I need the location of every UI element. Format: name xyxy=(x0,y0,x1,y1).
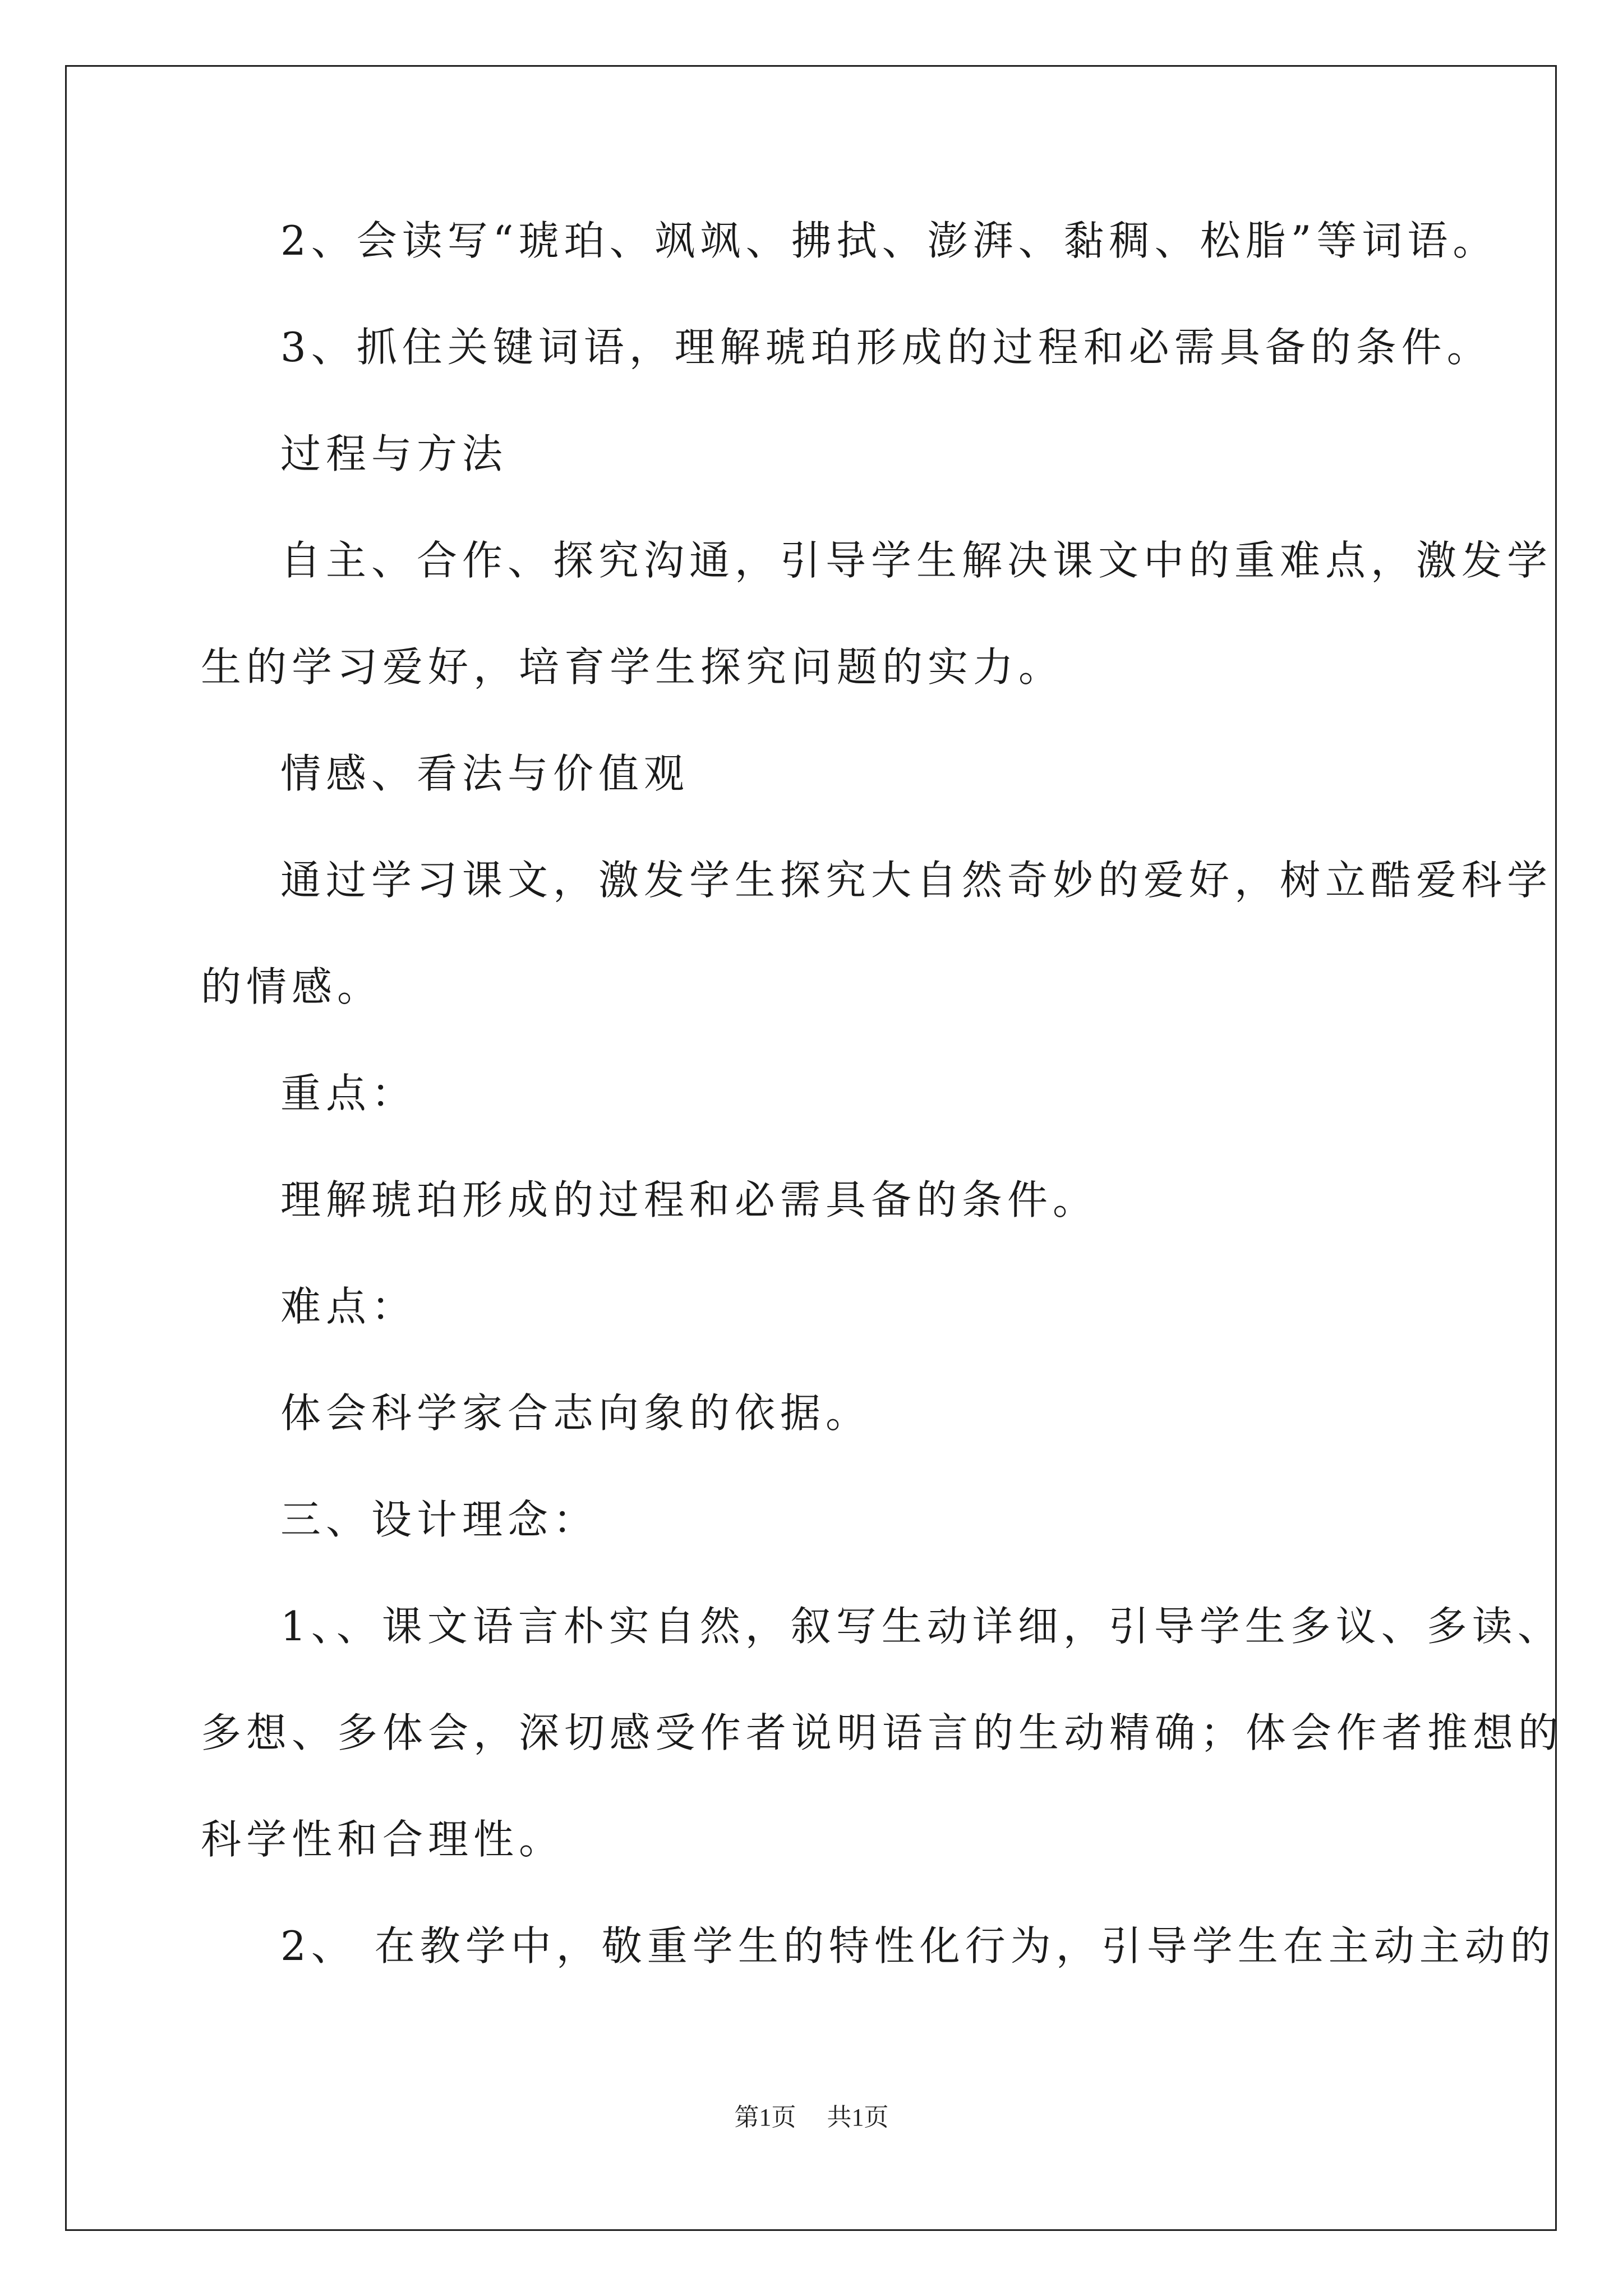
page-total: 共1页 xyxy=(827,2104,889,2131)
paragraph-concept1-line3: 科学性和合理性。 xyxy=(201,1816,565,1863)
page-footer xyxy=(0,2101,1623,2134)
paragraph-emotion-line1: 通过学习课文，激发学生探究大自然奇妙的爱好，树立酷爱科学 xyxy=(280,857,1553,904)
paragraph-key-words: 3、抓住关键词语，理解琥珀形成的过程和必需具备的条件。 xyxy=(280,324,1492,371)
paragraph-concept1-line2: 多想、多体会，深切感受作者说明语言的生动精确；体会作者推想的 xyxy=(201,1709,1564,1756)
paragraph-concept2-line1: 2、 在教学中，敬重学生的特性化行为，引导学生在主动主动的 xyxy=(280,1922,1556,1970)
paragraph-method-line1: 自主、合作、探究沟通，引导学生解决课文中的重难点，激发学 xyxy=(280,537,1553,584)
paragraph-emotion-line2: 的情感。 xyxy=(201,963,383,1010)
heading-difficulty: 难点： xyxy=(280,1283,417,1330)
heading-design-concept: 三、设计理念： xyxy=(280,1496,599,1543)
paragraph-key-point: 理解琥珀形成的过程和必需具备的条件。 xyxy=(280,1176,1099,1223)
paragraph-vocabulary: 2、会读写“琥珀、飒飒、拂拭、澎湃、黏稠、松脂”等词语。 xyxy=(280,217,1498,264)
paragraph-difficulty: 体会科学家合志向象的依据。 xyxy=(280,1389,872,1437)
heading-emotion-values: 情感、看法与价值观 xyxy=(280,750,690,797)
page-number: 第1页 xyxy=(734,2104,796,2131)
heading-process-method: 过程与方法 xyxy=(280,430,508,477)
paragraph-concept1-line1: 1、、课文语言朴实自然，叙写生动详细，引导学生多议、多读、 xyxy=(280,1603,1563,1650)
heading-key-point: 重点： xyxy=(280,1070,417,1117)
paragraph-method-line2: 生的学习爱好，培育学生探究问题的实力。 xyxy=(201,643,1064,691)
